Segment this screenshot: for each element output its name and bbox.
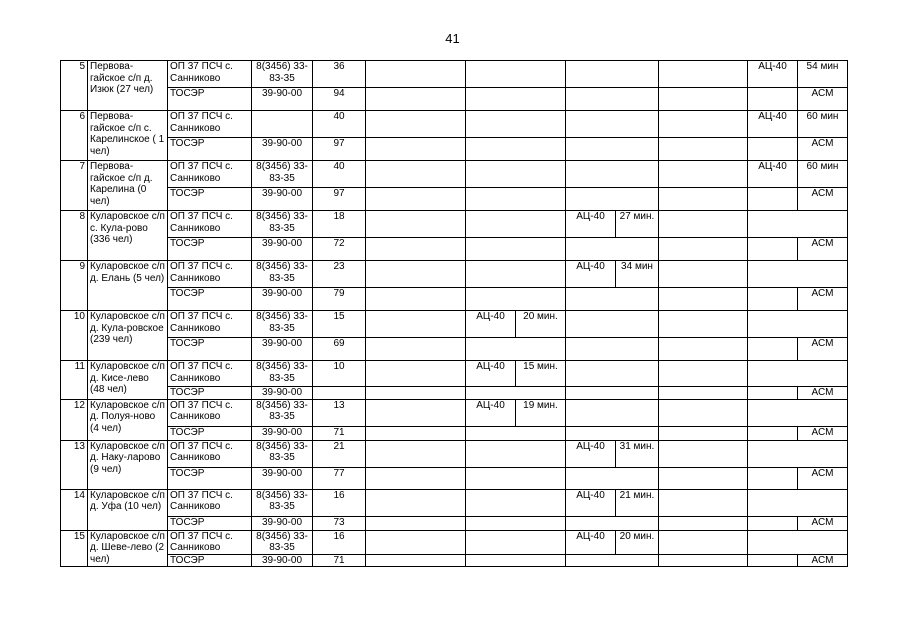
arrival-time-cell: 15 мин. (516, 361, 566, 387)
empty-cell (659, 138, 748, 161)
empty-cell (659, 467, 748, 489)
empty-cell (466, 338, 566, 361)
phone-cell: 8(3456) 33-83-35 (252, 361, 313, 387)
table-row (61, 387, 848, 400)
phone-cell: 8(3456) 33-83-35 (252, 61, 313, 88)
empty-cell (748, 338, 798, 361)
empty-cell (748, 426, 798, 440)
empty-cell (466, 61, 566, 88)
empty-cell (748, 387, 798, 400)
vehicle-cell: АЦ-40 (748, 61, 798, 88)
arrival-time-cell: 21 мин. (616, 489, 659, 516)
distance-cell: 71 (313, 554, 366, 567)
empty-cell (566, 467, 659, 489)
settlement-cell: Куларовское с/п д. Полуя-ново (4 чел) (88, 399, 168, 440)
phone-cell: 39-90-00 (252, 516, 313, 530)
unit-cell: ОП 37 ПСЧ с. Санниково (168, 489, 252, 516)
table-row (61, 426, 848, 440)
row-number: 8 (61, 211, 88, 261)
unit-cell: ОП 37 ПСЧ с. Санниково (168, 440, 252, 467)
empty-cell (566, 61, 659, 88)
empty-cell (366, 426, 466, 440)
distance-cell: 79 (313, 288, 366, 311)
empty-cell (659, 530, 748, 554)
phone-cell: 8(3456) 33-83-35 (252, 399, 313, 426)
empty-cell (366, 530, 466, 554)
vehicle-cell: АЦ-40 (566, 261, 616, 288)
unit-cell: ОП 37 ПСЧ с. Санниково (168, 61, 252, 88)
empty-cell (748, 530, 848, 554)
asm-cell: АСМ (798, 188, 848, 211)
settlement-cell: Первова-гайское с/п с. Карелинское ( 1 чел) (88, 111, 168, 161)
table-row (61, 111, 848, 138)
empty-cell (366, 88, 466, 111)
asm-cell: АСМ (798, 467, 848, 489)
empty-cell (748, 311, 848, 338)
settlement-cell: Куларовское с/п д. Кула-ровское (239 чел) (88, 311, 168, 361)
table-row (61, 88, 848, 111)
arrival-time-cell: 31 мин. (616, 440, 659, 467)
unit-cell: ТОСЭР (168, 288, 252, 311)
phone-cell: 8(3456) 33-83-35 (252, 440, 313, 467)
row-number: 15 (61, 530, 88, 567)
empty-cell (566, 387, 659, 400)
vehicle-cell: АЦ-40 (466, 399, 516, 426)
table-row (61, 261, 848, 288)
empty-cell (466, 426, 566, 440)
distance-cell (313, 387, 366, 400)
distance-cell: 13 (313, 399, 366, 426)
empty-cell (466, 111, 566, 138)
distance-cell: 21 (313, 440, 366, 467)
asm-cell: АСМ (798, 288, 848, 311)
unit-cell: ТОСЭР (168, 426, 252, 440)
response-table (60, 60, 848, 567)
empty-cell (748, 188, 798, 211)
empty-cell (748, 489, 848, 516)
asm-cell: АСМ (798, 238, 848, 261)
distance-cell: 16 (313, 489, 366, 516)
distance-cell: 18 (313, 211, 366, 238)
table-row (61, 311, 848, 338)
empty-cell (748, 399, 848, 426)
vehicle-cell: АЦ-40 (566, 440, 616, 467)
empty-cell (466, 88, 566, 111)
settlement-cell: Куларовское с/п с. Кула-рово (336 чел) (88, 211, 168, 261)
empty-cell (566, 426, 659, 440)
empty-cell (466, 516, 566, 530)
table-row (61, 440, 848, 467)
asm-cell: АСМ (798, 426, 848, 440)
unit-cell: ОП 37 ПСЧ с. Санниково (168, 111, 252, 138)
row-number: 7 (61, 161, 88, 211)
row-number: 9 (61, 261, 88, 311)
vehicle-cell: АЦ-40 (466, 361, 516, 387)
empty-cell (466, 211, 566, 238)
empty-cell (366, 489, 466, 516)
unit-cell: ОП 37 ПСЧ с. Санниково (168, 530, 252, 554)
empty-cell (748, 211, 848, 238)
empty-cell (748, 440, 848, 467)
empty-cell (366, 387, 466, 400)
row-number: 11 (61, 361, 88, 400)
settlement-cell: Первова-гайское с/п д. Изюк (27 чел) (88, 61, 168, 111)
empty-cell (566, 554, 659, 567)
empty-cell (366, 440, 466, 467)
unit-cell: ОП 37 ПСЧ с. Санниково (168, 161, 252, 188)
empty-cell (748, 261, 848, 288)
row-number: 14 (61, 489, 88, 530)
asm-cell: АСМ (798, 554, 848, 567)
phone-cell: 39-90-00 (252, 554, 313, 567)
unit-cell: ТОСЭР (168, 88, 252, 111)
unit-cell: ОП 37 ПСЧ с. Санниково (168, 311, 252, 338)
empty-cell (659, 88, 748, 111)
phone-cell: 8(3456) 33-83-35 (252, 530, 313, 554)
empty-cell (659, 440, 748, 467)
unit-cell: ТОСЭР (168, 138, 252, 161)
empty-cell (566, 111, 659, 138)
empty-cell (566, 361, 659, 387)
empty-cell (566, 516, 659, 530)
phone-cell: 8(3456) 33-83-35 (252, 489, 313, 516)
empty-cell (366, 467, 466, 489)
empty-cell (659, 311, 748, 338)
empty-cell (659, 489, 748, 516)
phone-cell: 39-90-00 (252, 188, 313, 211)
phone-cell: 39-90-00 (252, 138, 313, 161)
unit-cell: ОП 37 ПСЧ с. Санниково (168, 399, 252, 426)
empty-cell (366, 311, 466, 338)
empty-cell (366, 261, 466, 288)
distance-cell: 94 (313, 88, 366, 111)
vehicle-cell: АЦ-40 (566, 211, 616, 238)
arrival-time-cell: 27 мин. (616, 211, 659, 238)
empty-cell (366, 211, 466, 238)
asm-cell: АСМ (798, 516, 848, 530)
asm-cell: АСМ (798, 138, 848, 161)
empty-cell (659, 361, 748, 387)
arrival-time-cell: 19 мин. (516, 399, 566, 426)
unit-cell: ТОСЭР (168, 188, 252, 211)
row-number: 10 (61, 311, 88, 361)
arrival-time-cell: 34 мин (616, 261, 659, 288)
empty-cell (366, 338, 466, 361)
table-row (61, 338, 848, 361)
empty-cell (659, 111, 748, 138)
table-row (61, 238, 848, 261)
arrival-time-cell: 60 мин (798, 111, 848, 138)
empty-cell (466, 138, 566, 161)
empty-cell (748, 238, 798, 261)
empty-cell (366, 111, 466, 138)
phone-cell: 8(3456) 33-83-35 (252, 261, 313, 288)
empty-cell (366, 288, 466, 311)
asm-cell: АСМ (798, 338, 848, 361)
empty-cell (366, 361, 466, 387)
unit-cell: ТОСЭР (168, 387, 252, 400)
row-number: 13 (61, 440, 88, 489)
table-row (61, 530, 848, 554)
arrival-time-cell: 20 мин. (516, 311, 566, 338)
empty-cell (566, 288, 659, 311)
page-number: 41 (445, 31, 460, 46)
unit-cell: ОП 37 ПСЧ с. Санниково (168, 211, 252, 238)
empty-cell (566, 161, 659, 188)
empty-cell (748, 88, 798, 111)
row-number: 5 (61, 61, 88, 111)
distance-cell: 15 (313, 311, 366, 338)
settlement-cell: Куларовское с/п д. Уфа (10 чел) (88, 489, 168, 530)
phone-cell: 8(3456) 33-83-35 (252, 161, 313, 188)
table-row (61, 399, 848, 426)
row-number: 6 (61, 111, 88, 161)
table-row (61, 138, 848, 161)
distance-cell: 40 (313, 161, 366, 188)
vehicle-cell: АЦ-40 (748, 161, 798, 188)
empty-cell (366, 516, 466, 530)
row-number: 12 (61, 399, 88, 440)
empty-cell (659, 426, 748, 440)
empty-cell (466, 188, 566, 211)
empty-cell (566, 399, 659, 426)
empty-cell (566, 311, 659, 338)
table-row (61, 211, 848, 238)
empty-cell (566, 188, 659, 211)
phone-cell: 39-90-00 (252, 238, 313, 261)
table-row (61, 288, 848, 311)
empty-cell (748, 138, 798, 161)
arrival-time-cell: 60 мин (798, 161, 848, 188)
empty-cell (466, 530, 566, 554)
distance-cell: 36 (313, 61, 366, 88)
empty-cell (748, 516, 798, 530)
empty-cell (659, 288, 748, 311)
distance-cell: 16 (313, 530, 366, 554)
settlement-cell: Куларовское с/п д. Шеве-лево (2 чел) (88, 530, 168, 567)
phone-cell: 8(3456) 33-83-35 (252, 311, 313, 338)
phone-cell: 8(3456) 33-83-35 (252, 211, 313, 238)
empty-cell (748, 554, 798, 567)
table-row (61, 516, 848, 530)
empty-cell (566, 238, 659, 261)
asm-cell: АСМ (798, 88, 848, 111)
empty-cell (566, 138, 659, 161)
arrival-time-cell: 20 мин. (616, 530, 659, 554)
empty-cell (659, 161, 748, 188)
settlement-cell: Куларовское с/п д. Кисе-лево (48 чел) (88, 361, 168, 400)
distance-cell: 73 (313, 516, 366, 530)
table-row (61, 361, 848, 387)
distance-cell: 10 (313, 361, 366, 387)
distance-cell: 69 (313, 338, 366, 361)
empty-cell (466, 238, 566, 261)
empty-cell (659, 338, 748, 361)
empty-cell (659, 516, 748, 530)
asm-cell: АСМ (798, 387, 848, 400)
unit-cell: ТОСЭР (168, 467, 252, 489)
empty-cell (466, 554, 566, 567)
distance-cell: 77 (313, 467, 366, 489)
unit-cell: ТОСЭР (168, 554, 252, 567)
distance-cell: 97 (313, 138, 366, 161)
unit-cell: ТОСЭР (168, 516, 252, 530)
phone-cell: 39-90-00 (252, 426, 313, 440)
phone-cell: 39-90-00 (252, 387, 313, 400)
empty-cell (466, 261, 566, 288)
empty-cell (659, 399, 748, 426)
empty-cell (748, 288, 798, 311)
table-row (61, 467, 848, 489)
distance-cell: 40 (313, 111, 366, 138)
empty-cell (659, 188, 748, 211)
phone-cell: 39-90-00 (252, 338, 313, 361)
unit-cell: ОП 37 ПСЧ с. Санниково (168, 261, 252, 288)
arrival-time-cell: 54 мин (798, 61, 848, 88)
unit-cell: ОП 37 ПСЧ с. Санниково (168, 361, 252, 387)
table-row (61, 489, 848, 516)
empty-cell (659, 261, 748, 288)
vehicle-cell: АЦ-40 (566, 489, 616, 516)
distance-cell: 72 (313, 238, 366, 261)
empty-cell (366, 399, 466, 426)
table-row (61, 554, 848, 567)
empty-cell (466, 489, 566, 516)
phone-cell (252, 111, 313, 138)
empty-cell (366, 188, 466, 211)
empty-cell (659, 554, 748, 567)
vehicle-cell: АЦ-40 (748, 111, 798, 138)
vehicle-cell: АЦ-40 (566, 530, 616, 554)
empty-cell (566, 338, 659, 361)
phone-cell: 39-90-00 (252, 288, 313, 311)
phone-cell: 39-90-00 (252, 467, 313, 489)
vehicle-cell: АЦ-40 (466, 311, 516, 338)
settlement-cell: Первова-гайское с/п д. Карелина (0 чел) (88, 161, 168, 211)
empty-cell (659, 61, 748, 88)
empty-cell (466, 440, 566, 467)
empty-cell (659, 238, 748, 261)
empty-cell (466, 387, 566, 400)
distance-cell: 23 (313, 261, 366, 288)
empty-cell (566, 88, 659, 111)
empty-cell (748, 361, 848, 387)
settlement-cell: Куларовское с/п д. Елань (5 чел) (88, 261, 168, 311)
table-row (61, 61, 848, 88)
settlement-cell: Куларовское с/п д. Наку-ларово (9 чел) (88, 440, 168, 489)
unit-cell: ТОСЭР (168, 338, 252, 361)
empty-cell (466, 288, 566, 311)
empty-cell (366, 554, 466, 567)
table-row (61, 161, 848, 188)
phone-cell: 39-90-00 (252, 88, 313, 111)
empty-cell (466, 467, 566, 489)
empty-cell (366, 161, 466, 188)
empty-cell (366, 238, 466, 261)
empty-cell (366, 61, 466, 88)
empty-cell (366, 138, 466, 161)
empty-cell (748, 467, 798, 489)
empty-cell (659, 211, 748, 238)
unit-cell: ТОСЭР (168, 238, 252, 261)
empty-cell (466, 161, 566, 188)
table-row (61, 188, 848, 211)
distance-cell: 97 (313, 188, 366, 211)
distance-cell: 71 (313, 426, 366, 440)
empty-cell (659, 387, 748, 400)
